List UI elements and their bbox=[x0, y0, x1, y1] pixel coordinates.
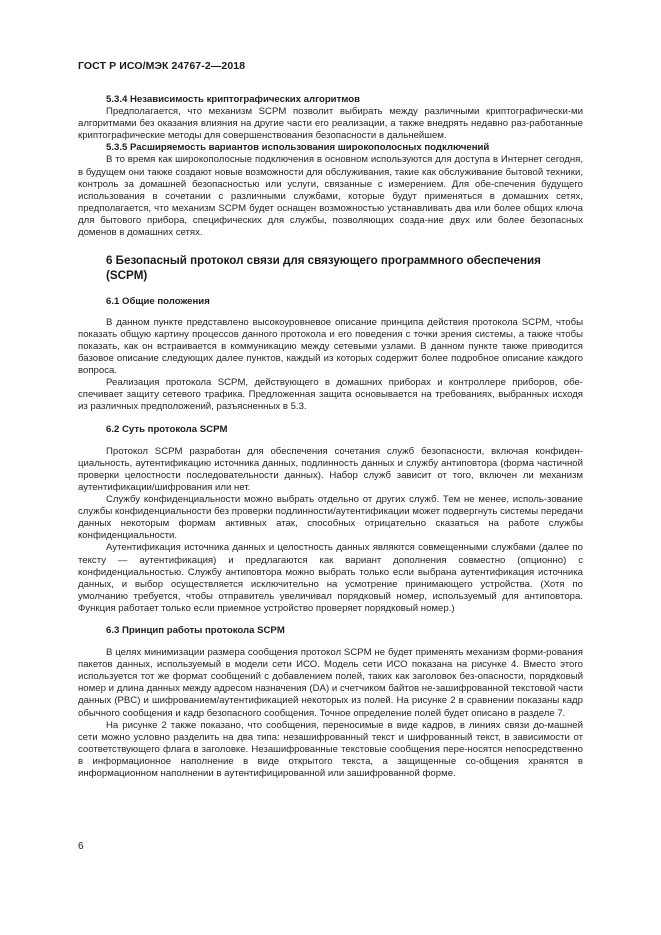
paragraph: Реализация протокола SCPM, действующего в домашних приборах и контроллере приборов, обе-спечивает защиту сетевого трафика. Предложенная защита основывается на требованиях, выбранных исходя из различных предположений, разъясненных в 5.3. bbox=[78, 377, 583, 413]
subsection-heading: 6.3 Принцип работы протокола SCPM bbox=[106, 624, 285, 636]
paragraph: Предполагается, что механизм SCPM позволит выбирать между различными криптографически-ми алгоритмами без оказания влияния на другие части его реализации, а также внедрять недавно раз-работанные криптографические методы для совершенствования безопасности в дальнейшем. bbox=[78, 106, 583, 142]
subsection-5-3-4 bbox=[78, 94, 583, 142]
subsection-heading: 6.1 Общие положения bbox=[106, 295, 210, 307]
paragraph: В данном пункте представлено высокоуровневое описание принципа действия протокола SCPM, чтобы показать общую картину процессов данного протокола и его поведения с точки зрения системы, а также чтобы показать, как он встраивается в коммуникацию между сетевыми узлами. В данном пункте также приводится базовое описание следующих далее пунктов, каждый из которых содержит более подробное описание каждого вопроса. bbox=[78, 316, 583, 377]
document-body bbox=[78, 94, 583, 780]
paragraph: Протокол SCPM разработан для обеспечения сочетания служб безопасности, включая конфиден-циальность, аутентификацию источника данных, подлинность данных и службу антиповтора (форма частичной проверки целостности последовательности данных). Набор служб зависит от того, включен ли механизм аутентификации/шифрования или нет. bbox=[78, 445, 583, 493]
subsection-6-1 bbox=[78, 296, 583, 414]
paragraph: Службу конфиденциальности можно выбрать отдельно от других служб. Тем не менее, исполь-зование службы конфиденциальности без проверки подлинности/аутентификации может подвергнуть системы передачи данных некоторым формам активных атак, способных отрицательно сказаться на работе службы конфиденциальности. bbox=[78, 494, 583, 542]
paragraph: В целях минимизации размера сообщения протокол SCPM не будет применять механизм форми-рования пакетов данных, используемый в модели сети ИСО. Модель сети ИСО показана на рисунке 4. Вместо этого используется тот же формат сообщений с добавлением полей, таких как заголовок без-опасности, порядковый номер и длина данных между адресом назначения (DA) и счетчиком байтов не-зашифрованной текстовой части данных (PBC) и шифрованием/аутентификацией некоторых из полей. На рисунке 2 в сравнении показаны кадр обычного сообщения и кадр безопасного сообщения. Точное определение полей будет описано в разделе 7. bbox=[78, 647, 583, 719]
subsection-heading: 5.3.4 Независимость криптографических алгоритмов bbox=[106, 94, 361, 105]
paragraph: Аутентификация источника данных и целостность данных являются совмещенными службами (далее по тексту — аутентификация) и предлагаются как вариант дополнения совместно (опционно) с конфиденциальностью. Службу антиповтора можно выбрать только если выбрана аутентификация источника данных, и выбор осуществляется исключительно на усмотрение принимающего устройства. (Хотя по умолчанию требуется, чтобы отправитель увеличивал порядковый номер, используемый для антиповтора. Функция работает только если приемное устройство проверяет порядковый номер.) bbox=[78, 542, 583, 614]
section-heading-6: 6 Безопасный протокол связи для связующего программного обеспечения (SCPM) bbox=[106, 254, 541, 282]
subsection-5-3-5 bbox=[78, 142, 583, 239]
subsection-heading: 5.3.5 Расширяемость вариантов использования широкополосных подключений bbox=[106, 142, 490, 154]
document-header-id: ГОСТ Р ИСО/МЭК 24767-2—2018 bbox=[78, 60, 246, 72]
paragraph: В то время как широкополосные подключения в основном используются для доступа в Интернет сегодня, в будущем они также создают новые возможности для обслуживания, такие как обслуживание бытовой техники, контроль за домашней безопасностью или услуги, связанные с измерением. Для обе-спечения будущего использования в сочетании с различными службами, которые будут применяться в домашних сетях, предполагается, что механизм SCPM будет оснащен возможностью устанавливать два или более общих ключа для бытового прибора, специфических для службы, позволяющих созда-ние двух или более безопасных доменов в домашних сетях. bbox=[78, 154, 583, 239]
page-number: 6 bbox=[78, 841, 84, 852]
subsection-6-3 bbox=[78, 625, 583, 780]
paragraph: На рисунке 2 также показано, что сообщения, переносимые в виде кадров, в линиях связи до-машней сети можно условно разделить на два типа: незашифрованный текст и шифрованный текст, в зависимости от соответствующего флага в заголовке. Незашифрованные текстовые сообщения пере-носятся непосредственно в информационное наполнение в виде открытого текста, а защищенные со-общения хранятся в информационном наполнении в аутентифицированной или зашифрованной форме. bbox=[78, 719, 583, 779]
subsection-6-2 bbox=[78, 424, 583, 615]
subsection-heading: 6.2 Суть протокола SCPM bbox=[106, 423, 228, 435]
